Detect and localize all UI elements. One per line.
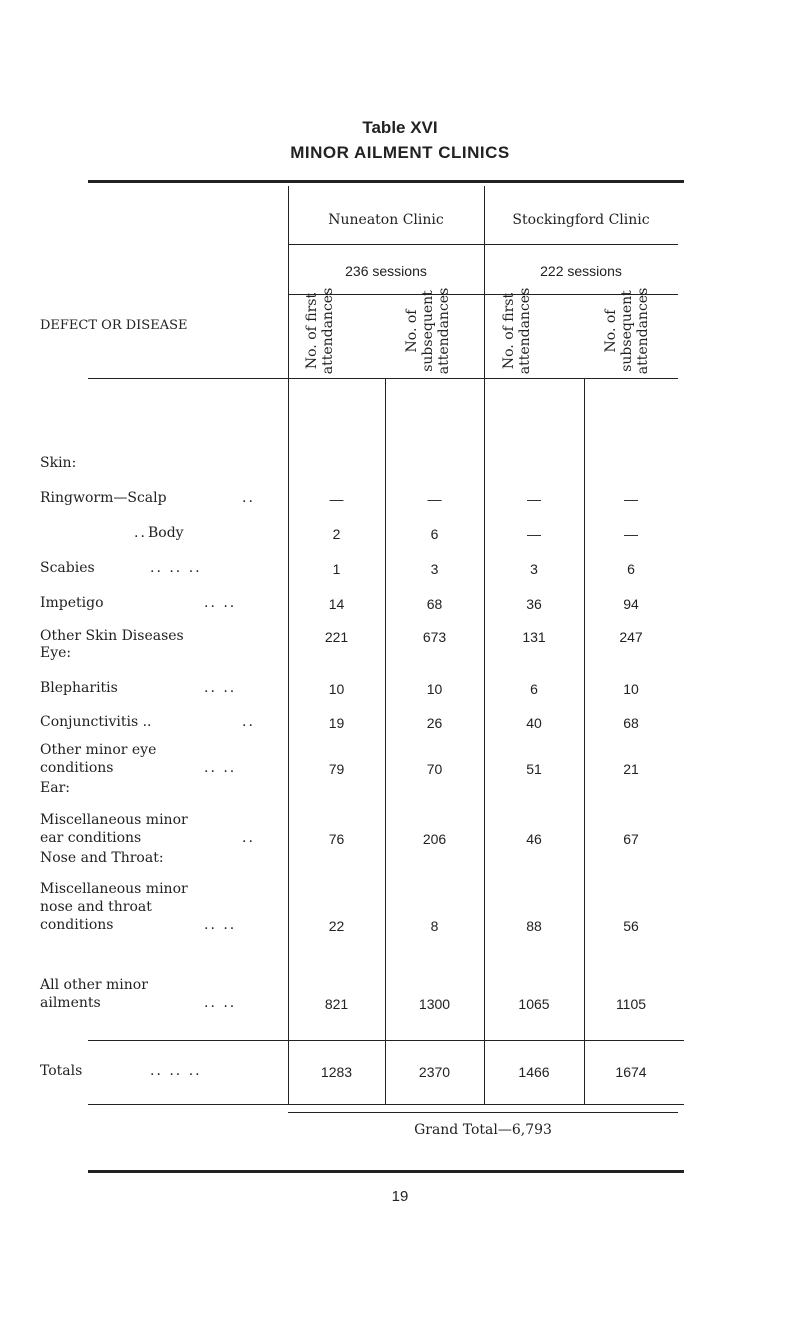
- row-dots: .. ..: [204, 680, 237, 696]
- row-label: Other Skin Diseases: [40, 628, 184, 644]
- cell-value: 79: [328, 761, 345, 777]
- clinic-name-nuneaton: Nuneaton Clinic: [328, 212, 444, 228]
- cell-value: —: [527, 526, 541, 542]
- clinic-sessions-stockingford: 222 sessions: [540, 263, 622, 279]
- cell-value: 40: [526, 715, 542, 731]
- bottom-rule: [88, 1170, 684, 1173]
- cell-value: 21: [623, 761, 639, 777]
- row-label: Body: [148, 525, 184, 541]
- cell-value: 88: [526, 918, 542, 934]
- row-dots: ..: [242, 490, 255, 506]
- cell-value: 6: [627, 561, 635, 577]
- cell-value: 68: [426, 596, 443, 612]
- cell-value: 68: [623, 715, 639, 731]
- row-header: DEFECT OR DISEASE: [40, 318, 188, 333]
- row-label: Conjunctivitis ..: [40, 714, 152, 730]
- row-label: conditions: [40, 760, 114, 776]
- cell-value: 10: [623, 681, 639, 697]
- total-value: 2370: [418, 1064, 451, 1080]
- cell-value: 8: [430, 918, 439, 934]
- row-label: ailments: [40, 995, 101, 1011]
- totals-rule-top: [88, 1040, 684, 1041]
- totals-dots: .. .. ..: [150, 1063, 202, 1079]
- cell-value: 94: [623, 596, 639, 612]
- cell-value: 67: [623, 831, 639, 847]
- cell-value: 221: [324, 629, 349, 645]
- top-rule: [88, 180, 684, 183]
- col-header-1: No. of first attendances: [304, 287, 336, 375]
- section-eye: Eye:: [40, 645, 72, 661]
- row-label: Miscellaneous minor: [40, 812, 188, 828]
- row-dots: .. .. ..: [150, 560, 202, 576]
- row-label: All other minor: [40, 977, 148, 993]
- row-dots: ..: [134, 525, 147, 541]
- cell-value: 6: [430, 526, 439, 542]
- row-label: Ringworm—Scalp: [40, 490, 167, 506]
- grand-total-brace: [288, 1112, 678, 1113]
- row-dots: .. ..: [204, 995, 237, 1011]
- table-title: Table XVI: [362, 118, 438, 137]
- cell-value: 46: [526, 831, 542, 847]
- row-label: nose and throat: [40, 899, 152, 915]
- cell-value: 36: [526, 596, 542, 612]
- cell-value: 51: [526, 761, 542, 777]
- page-number: 19: [391, 1188, 409, 1205]
- cell-value: 3: [430, 561, 439, 577]
- cell-value: 10: [426, 681, 443, 697]
- cell-value: 2: [332, 526, 341, 542]
- cell-value: 1300: [418, 996, 451, 1012]
- col-header-2: No. of subsequent attendances: [404, 287, 452, 375]
- row-label: Impetigo: [40, 595, 104, 611]
- header-rule-1: [288, 244, 678, 245]
- section-skin: Skin:: [40, 455, 77, 471]
- cell-value: —: [427, 491, 442, 507]
- row-label: Miscellaneous minor: [40, 881, 188, 897]
- cell-value: 1105: [615, 996, 647, 1012]
- cell-value: 14: [328, 596, 345, 612]
- clinic-sessions-nuneaton: 236 sessions: [345, 263, 427, 279]
- cell-value: 10: [328, 681, 345, 697]
- cell-value: 673: [422, 629, 447, 645]
- cell-value: 19: [328, 715, 345, 731]
- total-value: 1674: [615, 1064, 647, 1080]
- totals-label: Totals: [40, 1063, 83, 1079]
- row-label: ear conditions: [40, 830, 142, 846]
- row-dots: .. ..: [204, 595, 237, 611]
- cell-value: 56: [623, 918, 639, 934]
- grand-total: Grand Total—6,793: [414, 1122, 552, 1138]
- row-dots: ..: [242, 830, 255, 846]
- cell-value: 6: [530, 681, 538, 697]
- cell-value: 76: [328, 831, 345, 847]
- row-dots: .. ..: [204, 760, 237, 776]
- row-label: Scabies: [40, 560, 95, 576]
- clinic-name-stockingford: Stockingford Clinic: [512, 212, 650, 228]
- cell-value: —: [624, 491, 638, 507]
- col-header-3: No. of first attendances: [501, 287, 533, 375]
- cell-value: —: [527, 491, 541, 507]
- cell-value: 821: [324, 996, 349, 1012]
- divider-clinic: [484, 186, 485, 1105]
- total-value: 1466: [518, 1064, 550, 1080]
- cell-value: 131: [522, 629, 546, 645]
- row-label: Blepharitis: [40, 680, 118, 696]
- section-ear: Ear:: [40, 780, 70, 796]
- cell-value: 26: [426, 715, 443, 731]
- cell-value: —: [624, 526, 638, 542]
- cell-value: 3: [530, 561, 538, 577]
- col-header-4: No. of subsequent attendances: [603, 287, 651, 375]
- cell-value: 247: [619, 629, 643, 645]
- header-rule-3: [88, 378, 678, 379]
- row-dots: .. ..: [204, 917, 237, 933]
- row-label: conditions: [40, 917, 114, 933]
- table-subtitle: MINOR AILMENT CLINICS: [290, 143, 510, 162]
- cell-value: 1: [332, 561, 341, 577]
- total-value: 1283: [320, 1064, 353, 1080]
- cell-value: 70: [426, 761, 443, 777]
- cell-value: 22: [328, 918, 345, 934]
- totals-rule-bottom: [88, 1104, 684, 1105]
- row-label: Other minor eye: [40, 742, 157, 758]
- section-nose: Nose and Throat:: [40, 850, 164, 866]
- divider-label-col: [288, 186, 289, 1105]
- cell-value: 1065: [518, 996, 550, 1012]
- cell-value: —: [329, 491, 344, 507]
- cell-value: 206: [422, 831, 447, 847]
- row-dots: ..: [242, 714, 255, 730]
